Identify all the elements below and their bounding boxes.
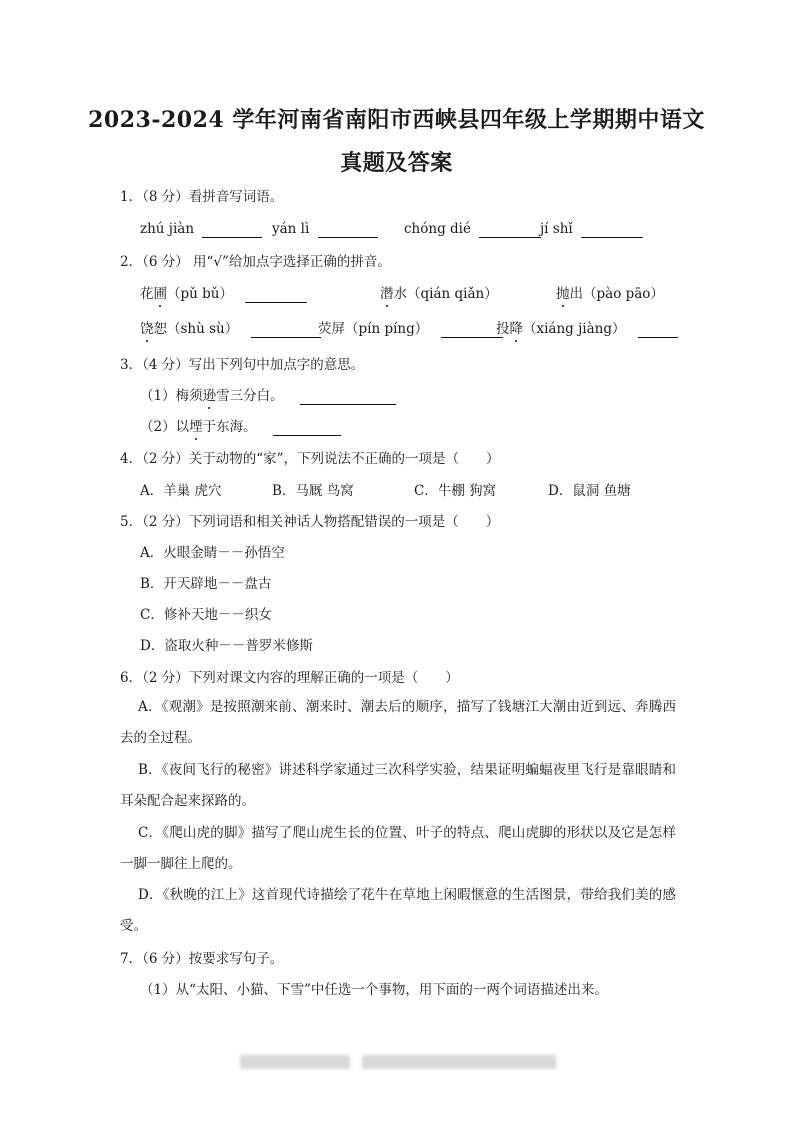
q6-option-c[interactable]: C．《爬山虎的脚》描写了爬山虎生长的位置、叶子的特点、爬山虎脚的形状以及它是怎样一脚一脚往上爬的。	[120, 825, 676, 872]
footer-watermark-left	[240, 1055, 350, 1069]
q6-option-a[interactable]: A．《观潮》是按照潮来前、潮来时、潮去后的顺序，描写了钱塘江大潮由近到远、奔腾西去的全过程。	[120, 699, 676, 746]
q4-option-d[interactable]: D．鼠洞 鱼塘	[548, 483, 631, 499]
q2-item-2-post: 水（qián qiǎn）	[393, 286, 498, 302]
q2-item-4-dot-char: 饶	[140, 321, 154, 337]
page-title-line1: 2023-2024 学年河南省南阳市西峡县四年级上学期期中语文	[88, 107, 705, 133]
q2-item-1-pre: 花	[140, 286, 154, 302]
q4-option-c[interactable]: C．牛棚 狗窝	[414, 483, 497, 499]
pinyin-1: zhú jiàn	[140, 221, 195, 237]
q5-option-c[interactable]: C．修补天地－－织女	[140, 607, 272, 623]
q2-item-3	[556, 285, 664, 303]
pinyin-2: yán lì	[272, 221, 310, 237]
answer-blank-4[interactable]	[581, 223, 643, 238]
q1-item-2	[272, 220, 378, 238]
q3-s1-post: 雪三分白。	[216, 388, 284, 404]
q1-item-4	[540, 220, 643, 238]
q5-option-a[interactable]: A．火眼金睛－－孙悟空	[140, 545, 285, 561]
q2-item-5-pre: 荧屏（	[318, 321, 359, 337]
q2-item-6-dot-char: 降	[509, 321, 523, 337]
q7-sentence-1: （1）从“太阳、小猫、下雪”中任选一个事物，用下面的一两个词语描述出来。	[140, 982, 608, 998]
question-5-stem: 5．（2 分）下列词语和相关神话人物搭配错误的一项是（ ）	[120, 514, 500, 530]
answer-blank-1[interactable]	[202, 223, 262, 238]
question-2-stem: 2．（6 分） 用“√”给加点字选择正确的拼音。	[120, 254, 391, 270]
q6-option-d[interactable]: D．《秋晚的江上》这首现代诗描绘了花牛在草地上闲暇惬意的生活图景，带给我们美的感受。	[120, 887, 676, 934]
q2-item-2-dot-char: 潜	[380, 286, 394, 302]
q2-item-3-post: 出（pào pāo）	[569, 286, 664, 302]
answer-blank-2[interactable]	[318, 223, 378, 238]
answer-blank-q3-1[interactable]	[300, 390, 396, 405]
q2-item-6-pre: 投	[496, 321, 510, 337]
q3-sentence-1	[140, 387, 396, 405]
q1-item-1	[140, 220, 262, 238]
answer-blank-q2-6[interactable]	[638, 323, 678, 338]
q3-s2-pre: （2）以	[140, 419, 190, 435]
question-1-stem: 1．（8 分）看拼音写词语。	[120, 189, 284, 205]
question-7-stem: 7．（6 分）按要求写句子。	[120, 951, 284, 967]
q1-item-3	[404, 220, 541, 238]
question-6-stem: 6．（2 分）下列对课文内容的理解正确的一项是（ ）	[120, 670, 459, 686]
q2-item-1-post: （pǔ bǔ）	[167, 286, 233, 302]
q6-option-b[interactable]: B．《夜间飞行的秘密》讲述科学家通过三次科学实验，结果证明蝙蝠夜里飞行是靠眼睛和耳朵配合起来探路的。	[120, 762, 676, 809]
q2-item-6	[496, 320, 678, 338]
q3-s1-pre: （1）梅须	[140, 388, 203, 404]
q4-option-b[interactable]: B．马厩 鸟窝	[272, 483, 354, 499]
q5-option-b[interactable]: B．开天辟地－－盘古	[140, 576, 272, 592]
q2-item-1	[140, 285, 307, 303]
answer-blank-q2-1[interactable]	[245, 288, 307, 303]
answer-blank-q3-2[interactable]	[273, 421, 341, 436]
question-4-stem: 4．（2 分）关于动物的“家”，下列说法不正确的一项是（ ）	[120, 451, 500, 467]
q3-s1-dot-char: 逊	[202, 388, 217, 404]
pinyin-3: chóng dié	[404, 221, 471, 237]
answer-blank-q2-5[interactable]	[441, 323, 503, 338]
q3-s2-post: 于东海。	[202, 419, 257, 435]
q2-item-4-post: 恕（shù sù）	[153, 321, 239, 337]
question-3-stem: 3．（4 分）写出下列句中加点字的意思。	[120, 357, 365, 373]
q2-item-2	[380, 285, 498, 303]
q2-item-4	[140, 320, 321, 338]
q3-s2-dot-char: 堙	[189, 419, 203, 435]
q3-sentence-2	[140, 418, 341, 436]
page-title-line2: 真题及答案	[340, 150, 453, 176]
q4-option-a[interactable]: A．羊巢 虎穴	[140, 483, 222, 499]
answer-blank-3[interactable]	[479, 223, 541, 238]
q2-item-5-post: pín píng）	[358, 321, 429, 337]
q2-item-1-dot-char: 圃	[153, 286, 167, 302]
answer-blank-q2-4[interactable]	[251, 323, 321, 338]
q2-item-6-post: （xiáng jiàng）	[523, 321, 626, 337]
q2-item-3-dot-char: 抛	[556, 286, 570, 302]
pinyin-4: jí shǐ	[540, 221, 573, 237]
q2-item-5	[318, 320, 503, 338]
footer-watermark-right	[362, 1055, 556, 1069]
q5-option-d[interactable]: D．盗取火种－－普罗米修斯	[140, 638, 313, 654]
